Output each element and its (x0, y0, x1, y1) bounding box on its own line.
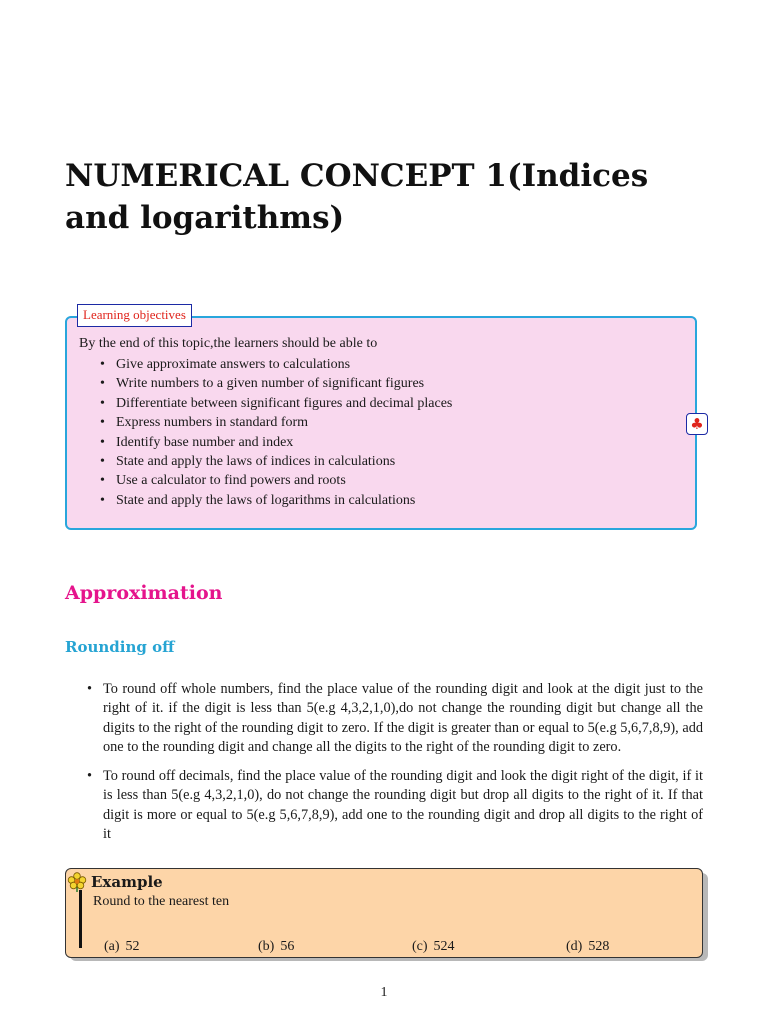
objective-item: • Give approximate answers to calculations (98, 355, 452, 374)
option-value: 56 (280, 939, 295, 954)
objective-item: • Use a calculator to find powers and roots (98, 471, 452, 490)
page-title: NUMERICAL CONCEPT 1(Indices and logarithms) (65, 158, 649, 236)
example-option-c (412, 939, 455, 955)
subsection-title: Rounding off (65, 638, 175, 656)
objective-item: • State and apply the laws of logarithms in calculations (98, 491, 452, 510)
option-label: (a) (104, 939, 120, 954)
rounding-rules-list (86, 680, 703, 854)
example-rule (79, 890, 82, 948)
flower-icon (66, 871, 88, 893)
example-option-a (104, 939, 140, 955)
section-title: Approximation (65, 582, 223, 604)
rule-item: • To round off decimals, find the place value of the rounding digit and look the digit right of the digit, if it is less than 5(e.g 4,3,2,1,0), do not change the rounding digit but drop all digits to the right of it. If that digit is more or equal to 5(e.g 5,6,7,8,9), add one to the rounding digit and drop all digits to the right of it (86, 767, 703, 844)
option-label: (d) (566, 939, 583, 954)
objective-item: • Identify base number and index (98, 433, 452, 452)
objective-item: • Write numbers to a given number of significant figures (98, 374, 452, 393)
objective-item: • State and apply the laws of indices in calculations (98, 452, 452, 471)
learning-objectives-list (98, 355, 452, 510)
option-value: 52 (125, 939, 140, 954)
example-title: Example (91, 873, 163, 891)
option-label: (b) (258, 939, 275, 954)
example-option-d (566, 939, 609, 955)
example-option-b (258, 939, 294, 955)
option-value: 528 (588, 939, 610, 954)
page-number: 1 (380, 985, 388, 1000)
learning-objectives-intro: By the end of this topic,the learners should be able to (79, 336, 378, 351)
example-text: Round to the nearest ten (93, 894, 230, 909)
learning-objectives-tag: Learning objectives (77, 304, 192, 327)
club-icon: ♣ (686, 413, 708, 435)
objective-item: • Differentiate between significant figures and decimal places (98, 394, 452, 413)
option-label: (c) (412, 939, 428, 954)
objective-item: • Express numbers in standard form (98, 413, 452, 432)
rule-item: • To round off whole numbers, find the place value of the rounding digit and look at the digit just to the right of it. if the digit is less than 5(e.g 4,3,2,1,0),do not change the rounding digit but change all the digits to the right of the rounding digit to zero. If the digit is greater than or equal to 5(e.g 5,6,7,8,9), add one to the rounding digit and change all the digits to the right of the rounding digit to zero. (86, 680, 703, 757)
option-value: 524 (433, 939, 455, 954)
